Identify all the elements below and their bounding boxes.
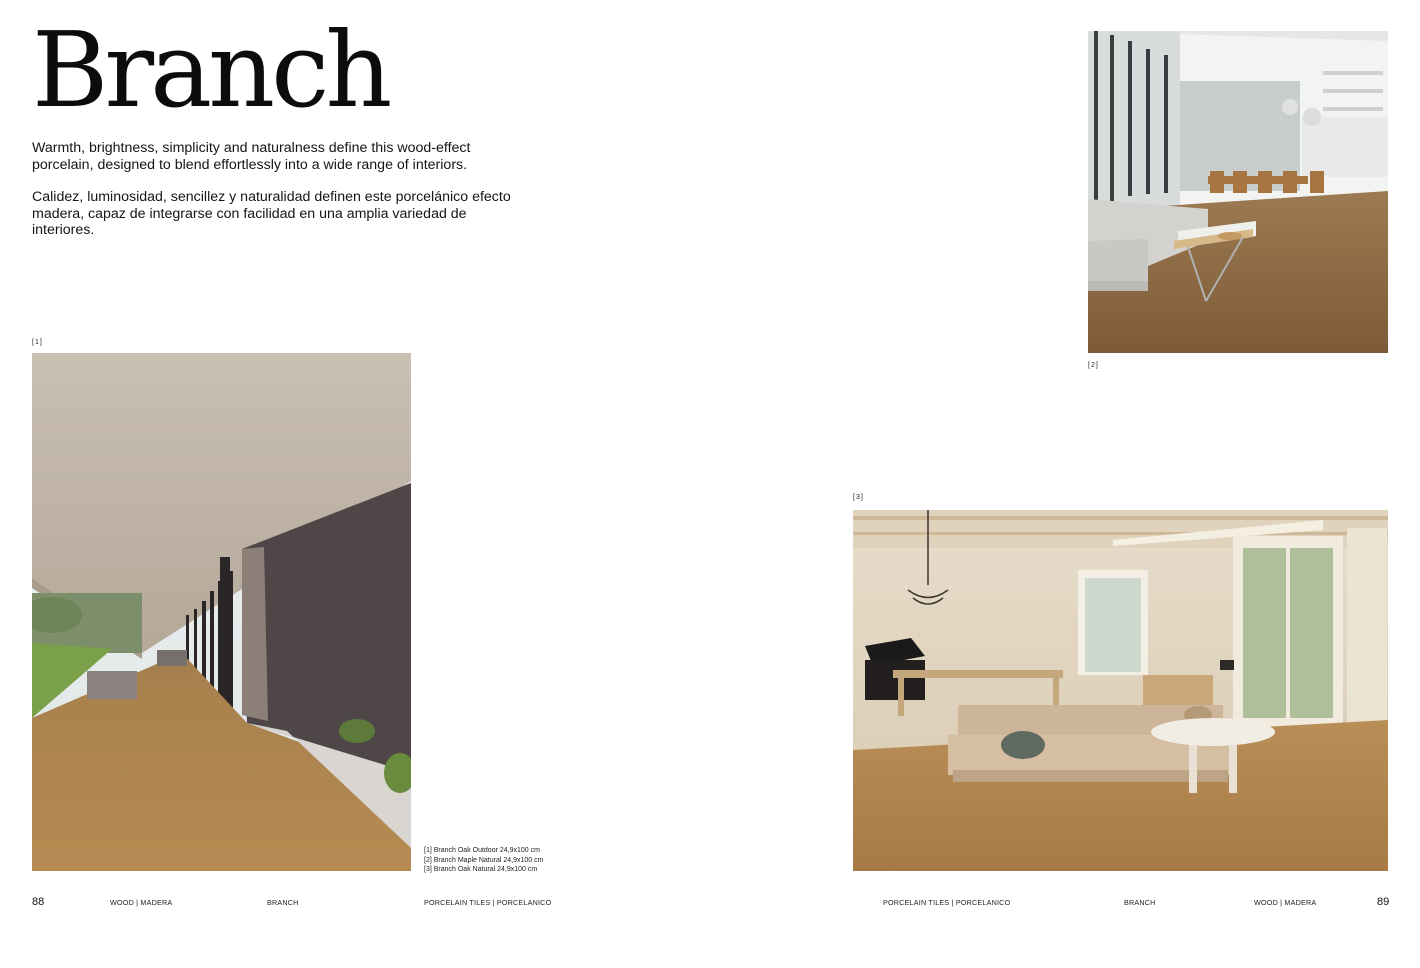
photo-white-living-room bbox=[1088, 31, 1388, 353]
left-footer-collection: BRANCH bbox=[267, 898, 299, 907]
intro-spanish: Calidez, luminosidad, sencillez y naturalidad definen este porcelánico efecto madera, capaz de integrarse con facilidad en una amplia variedad de interiores. bbox=[32, 189, 511, 239]
right-footer-collection: BRANCH bbox=[1124, 898, 1156, 907]
caption-1: [1] Branch Oak Outdoor 24,9x100 cm bbox=[424, 847, 540, 854]
right-footer-category: PORCELAIN TILES | PORCELANICO bbox=[883, 898, 1011, 907]
right-footer-section: WOOD | MADERA bbox=[1254, 898, 1317, 907]
intro-english: Warmth, brightness, simplicity and naturalness define this wood-effect porcelain, designed to blend effortlessly into a wide range of interiors. bbox=[32, 140, 471, 173]
photo-classic-living-room bbox=[853, 510, 1388, 871]
page-title: Branch bbox=[32, 9, 389, 131]
caption-2: [2] Branch Maple Natural 24,9x100 cm bbox=[424, 856, 544, 864]
image-3-tag: [3] bbox=[853, 494, 864, 501]
image-1-tag: [1] bbox=[32, 339, 43, 346]
image-2-tag: [2] bbox=[1088, 362, 1099, 369]
right-page-number: 89 bbox=[1377, 896, 1390, 908]
left-page-number: 88 bbox=[32, 896, 45, 908]
left-footer-category: PORCELAIN TILES | PORCELANICO bbox=[424, 898, 552, 907]
image-captions bbox=[424, 846, 543, 875]
caption-3: [3] Branch Oak Natural 24,9x100 cm bbox=[424, 866, 538, 873]
left-footer-section: WOOD | MADERA bbox=[110, 898, 173, 907]
photo-outdoor-terrace bbox=[32, 353, 411, 871]
